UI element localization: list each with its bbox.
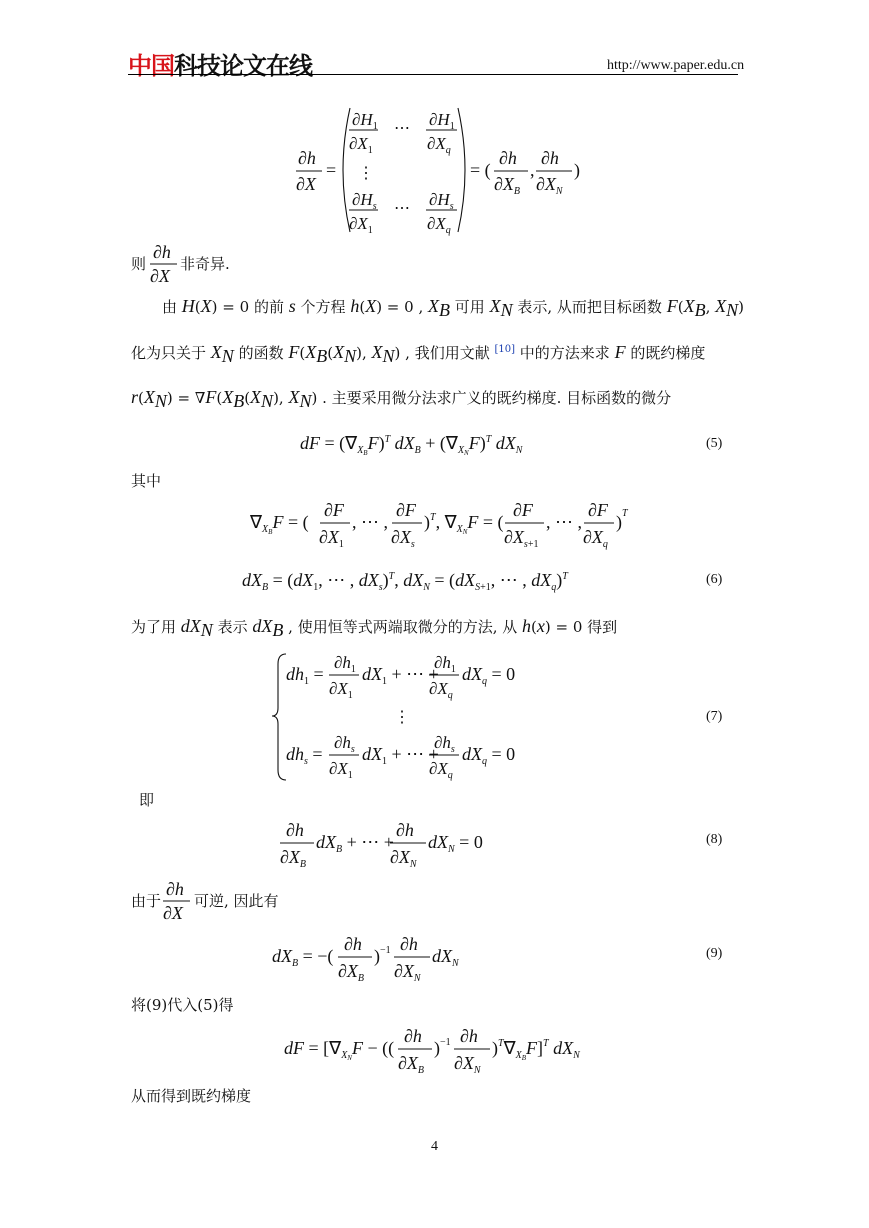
jacobian-matrix-equation xyxy=(296,100,596,240)
paragraph-line-1: 由 H(X) = 0 的前 s 个方程 h(X) = 0 , $X_B$ 可用 $X_N$ 表示, 从而把目标函数 $F(X_B$, $X_N$) xyxy=(162,296,744,320)
svg-text:, ⋯ ,: , ⋯ , xyxy=(352,512,388,532)
svg-text:∂F: ∂F xyxy=(513,500,533,520)
reduced-dF-equation xyxy=(284,1024,594,1074)
paragraph-line-3: $r(X_N) = \nabla F(X_B(X_N)$, $X_N$) . 主要采用微分法求广义的既约梯度. 目标函数的微分 xyxy=(131,387,672,411)
equation-6 xyxy=(242,565,582,595)
svg-text:⋯: ⋯ xyxy=(394,200,410,217)
svg-text:∂h: ∂h xyxy=(153,242,171,262)
svg-text:⋮: ⋮ xyxy=(394,709,410,726)
svg-text:∂h1: $\partial h_1$ xyxy=(334,653,356,675)
svg-text:∂XB: $\partial X_B$ xyxy=(398,1053,425,1076)
svg-text:∂X1: $\partial X_1$ xyxy=(319,527,344,550)
svg-text:∂h: ∂h xyxy=(286,820,304,840)
nonsingular-line: 则 xyxy=(131,255,147,273)
svg-text:∂h: ∂h xyxy=(541,148,559,168)
svg-text:)T∇XBF]T dXN: )$^T\nabla_XBF]^T$ $dX_N$ xyxy=(492,1038,580,1062)
paragraph-line-2: 化为只关于 $X_N$ 的函数 $F(X_B(X_N)$, $X_N$) , 我们用文献 [10] 中的方法来求 F 的既约梯度 xyxy=(131,342,706,366)
dh-dx-fraction xyxy=(150,240,180,286)
svg-text:=: = xyxy=(326,160,337,180)
svg-text:∂XB: $\partial X_B$ xyxy=(280,847,307,870)
svg-text:∂h: ∂h xyxy=(400,934,418,954)
equation-number-8: (8) xyxy=(706,832,723,847)
svg-text:∂h: ∂h xyxy=(344,934,362,954)
svg-text:∂Xs: $\partial X_s$ xyxy=(391,527,415,550)
svg-text:∂H1: $\partial H_1$ xyxy=(429,110,455,132)
svg-text:∇XBF = (: $\nabla_XBF$ = ( xyxy=(250,512,309,536)
svg-text:∂X1: $\partial X_1$ xyxy=(329,759,353,781)
paragraph-line-4: 为了用 $dX_N$ 表示 $dX_B$ , 使用恒等式两端取微分的方法, 从 h(x) = 0 得到 xyxy=(131,616,618,640)
svg-text:= (: = ( xyxy=(470,160,491,180)
svg-text:∂XB: $\partial X_B$ xyxy=(338,961,365,984)
svg-text:∂Xq: $\partial X_q$ xyxy=(429,679,453,701)
invertible-prefix: 由于 xyxy=(131,892,162,910)
equation-number-7: (7) xyxy=(706,709,723,724)
reduced-gradient-text: 从而得到既约梯度 xyxy=(131,1087,252,1105)
svg-text:∂h: ∂h xyxy=(460,1026,478,1046)
svg-text:,: , xyxy=(530,160,535,180)
that-is-label: 即 xyxy=(139,791,155,809)
substitute-text: 将(9)代入(5)得 xyxy=(131,996,234,1014)
svg-text:dXN = 0: $dX_N = 0$ xyxy=(428,832,483,855)
svg-text:∂F: ∂F xyxy=(396,500,416,520)
svg-text:∂Xq: $\partial X_q$ xyxy=(427,214,451,236)
svg-text:dh1 =: $dh_1$ = xyxy=(286,664,324,687)
svg-text:∂XB: $\partial X_B$ xyxy=(494,174,521,197)
equation-9 xyxy=(272,932,472,982)
svg-text:dXB + ⋯ +: $dX_B$ + ⋯ + xyxy=(316,832,394,855)
svg-text:dXq = 0: $dX_q = 0$ xyxy=(462,744,516,767)
svg-text:, ⋯ ,: , ⋯ , xyxy=(546,512,582,532)
nonsingular-text: 非奇异. xyxy=(180,255,230,273)
equation-5 xyxy=(300,428,560,458)
svg-text:∂h1: $\partial h_1$ xyxy=(434,653,456,675)
svg-text:dX1 + ⋯ +: $dX_1$ + ⋯ + xyxy=(362,664,439,687)
page-number: 4 xyxy=(431,1139,438,1154)
svg-text:∂hs: $\partial h_s$ xyxy=(334,733,355,755)
where-label: 其中 xyxy=(131,472,162,490)
svg-text:dhs =: $dh_s$ = xyxy=(286,744,323,767)
svg-text:∂X: ∂X xyxy=(150,266,170,286)
svg-text:∂XN: $\partial X_N$ xyxy=(536,174,563,197)
equation-7-system xyxy=(276,650,536,785)
svg-text:∂X: ∂X xyxy=(163,903,183,923)
svg-text:∂h: ∂h xyxy=(166,879,184,899)
svg-text:∂H1: $\partial H_1$ xyxy=(352,110,378,132)
svg-text:dF = (∇XBF)T dXB + (∇XNF)T dXN: dF = $(\nabla_XBF)^T$ $dX_B + (\nabla_XNF)^T$ $dX_N$ xyxy=(300,433,523,457)
svg-text:∂XN: $\partial X_N$ xyxy=(394,961,421,984)
equation-number-6: (6) xyxy=(706,572,723,587)
svg-text:)−1: )$^{-1}$ xyxy=(434,1037,451,1058)
svg-text:∂h: ∂h xyxy=(298,148,316,168)
svg-text:∂Xs+1: $\partial X_s+1$ xyxy=(504,527,539,550)
svg-text:⋯: ⋯ xyxy=(394,120,410,137)
svg-text:∂X1: $\partial X_1$ xyxy=(349,214,373,236)
gradient-definitions xyxy=(250,498,630,550)
svg-text:∂X1: $\partial X_1$ xyxy=(329,679,353,701)
svg-text:∂Xq: $\partial X_q$ xyxy=(583,527,608,550)
svg-text:⋮: ⋮ xyxy=(358,165,374,182)
equation-number-9: (9) xyxy=(706,946,723,961)
svg-text:dXB = (dX1, ⋯ , dXs)T, dXN = (: $dX_B = (dX_1$, ⋯ , $dX_s)^T$, $dX_N = (dX_S+1$, ⋯ , $dX_q)^T$ xyxy=(242,570,568,593)
svg-text:∂Xq: $\partial X_q$ xyxy=(427,134,451,156)
svg-text:): ) xyxy=(574,160,580,180)
svg-text:∂Xq: $\partial X_q$ xyxy=(429,759,453,781)
svg-text:)T: )$^T$ xyxy=(616,508,628,532)
svg-text:∂h: ∂h xyxy=(499,148,517,168)
svg-text:∂hs: $\partial h_s$ xyxy=(434,733,455,755)
svg-text:∂F: ∂F xyxy=(324,500,344,520)
svg-text:)−1: )$^{-1}$ xyxy=(374,945,391,966)
svg-text:∂X1: $\partial X_1$ xyxy=(349,134,373,156)
svg-text:∂Hs: $\partial H_s$ xyxy=(352,190,377,212)
header-url[interactable]: http://www.paper.edu.cn xyxy=(607,58,745,73)
site-logo: 中国科技论文在线 xyxy=(128,52,312,80)
header-divider xyxy=(128,74,738,75)
svg-text:dX1 + ⋯ +: $dX_1$ + ⋯ + xyxy=(362,744,439,767)
svg-text:∂F: ∂F xyxy=(588,500,608,520)
svg-text:dXN: $dX_N$ xyxy=(432,946,459,969)
svg-text:∂XN: $\partial X_N$ xyxy=(390,847,417,870)
equation-8 xyxy=(280,818,500,868)
svg-text:∂X: ∂X xyxy=(296,174,316,194)
svg-text:dXq = 0: $dX_q = 0$ xyxy=(462,664,516,687)
invertible-suffix: 可逆, 因此有 xyxy=(194,892,279,910)
svg-text:∂Hs: $\partial H_s$ xyxy=(429,190,454,212)
svg-text:∂XN: $\partial X_N$ xyxy=(454,1053,481,1076)
svg-text:dF = [∇XNF − ((: dF = [$\nabla_XNF$ − (( xyxy=(284,1038,395,1062)
svg-text:∂h: ∂h xyxy=(404,1026,422,1046)
citation-link-10[interactable]: [10] xyxy=(494,344,516,355)
svg-text:∂h: ∂h xyxy=(396,820,414,840)
dh-dx-fraction-2 xyxy=(163,877,193,923)
svg-text:)T, ∇XNF = (: )$^T$, $\nabla_XNF$ = ( xyxy=(424,512,504,536)
equation-number-5: (5) xyxy=(706,436,723,451)
svg-text:dXB = −(: $dX_B$ = −( xyxy=(272,946,334,969)
